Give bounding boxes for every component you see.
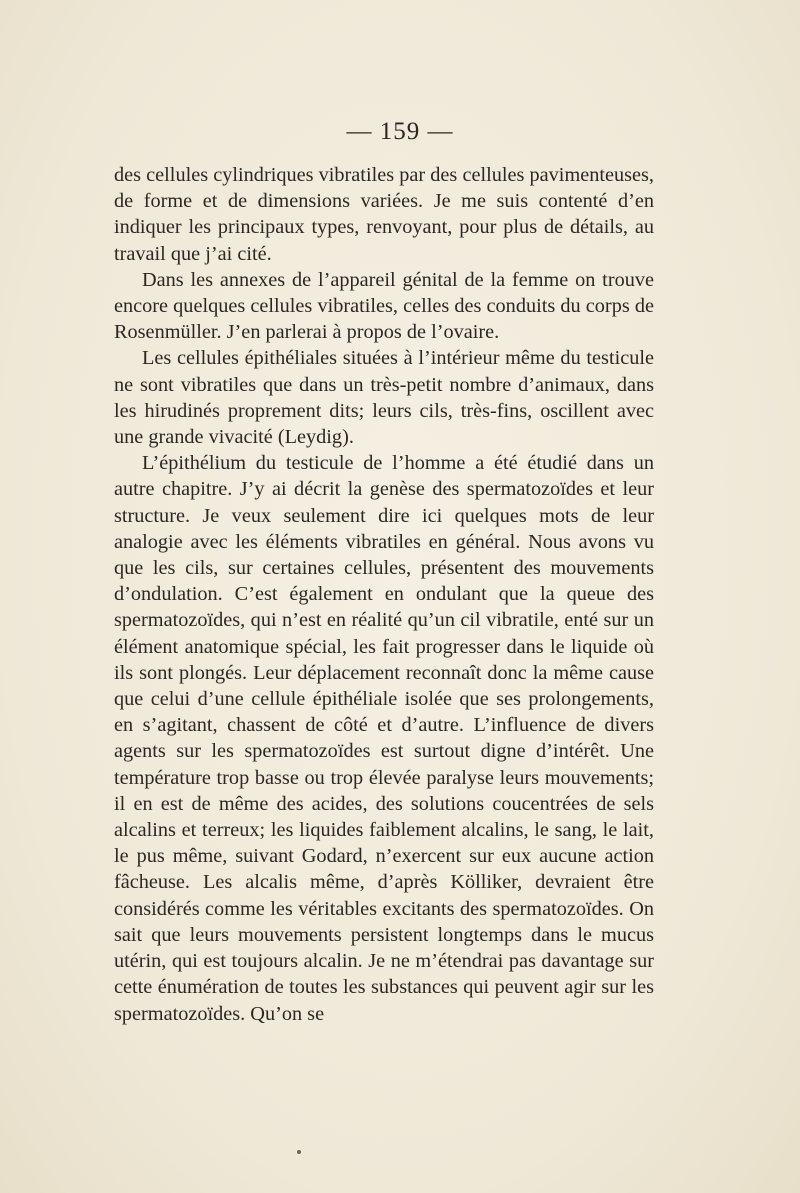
body-text [114, 162, 654, 1027]
page-number: — 159 — [346, 118, 454, 145]
paragraph-epithelium-testicule: L’épithélium du testicule de l’homme a été étudié dans un autre chapitre. J’y ai décrit la genèse des spermatozoïdes et leur structure. Je veux seulement dire ici quelques mots de leur analogie avec les éléments vibratiles en général. Nous avons vu que les cils, sur certaines cellules, présentent des mouvements d’ondulation. C’est également en ondulant que la queue des spermatozoïdes, qui n’est en réalité qu’un cil vibratile, enté sur un élément anatomique spécial, les fait progresser dans le liquide où ils sont plongés. Leur déplacement reconnaît donc la même cause que celui d’une cellule épithéliale isolée que ses prolongements, en s’agitant, chassent de côté et d’autre. L’influence de divers agents sur les spermatozoïdes est surtout digne d’intérêt. Une température trop basse ou trop élevée paralyse leurs mouvements; il en est de même des acides, des solutions coucentrées de sels alcalins et terreux; les liquides faiblement alcalins, le sang, le lait, le pus même, suivant Godard, n’exercent sur eux aucune action fâcheuse. Les alcalis même, d’après Kölliker, devraient être considérés comme les véritables excitants des spermatozoïdes. On sait que leurs mouvements persistent longtemps dans le mucus utérin, qui est toujours alcalin. Je ne m’étendrai pas davantage sur cette énumération de toutes les substances qui peuvent agir sur les spermatozoïdes. Qu’on se [114, 452, 654, 1025]
paragraph-continuation: des cellules cylindriques vibratiles par des cellules pavimenteuses, de forme et de dimensions variées. Je me suis contenté d’en indiquer les principaux types, renvoyant, pour plus de détails, au travail que j’ai cité. [114, 164, 654, 265]
paragraph-annexes: Dans les annexes de l’appareil génital de la femme on trouve encore quelques cellules vibratiles, celles des conduits du corps de Rosenmüller. J’en parlerai à propos de l’ovaire. [114, 268, 654, 344]
ink-speck [297, 1150, 301, 1154]
paragraph-cellules-epitheliales: Les cellules épithéliales situées à l’intérieur même du testicule ne sont vibratiles que dans un très-petit nombre d’animaux, dans les hirudinés proprement dits; leurs cils, très-fins, oscillent avec une grande vivacité (Leydig). [114, 347, 654, 449]
